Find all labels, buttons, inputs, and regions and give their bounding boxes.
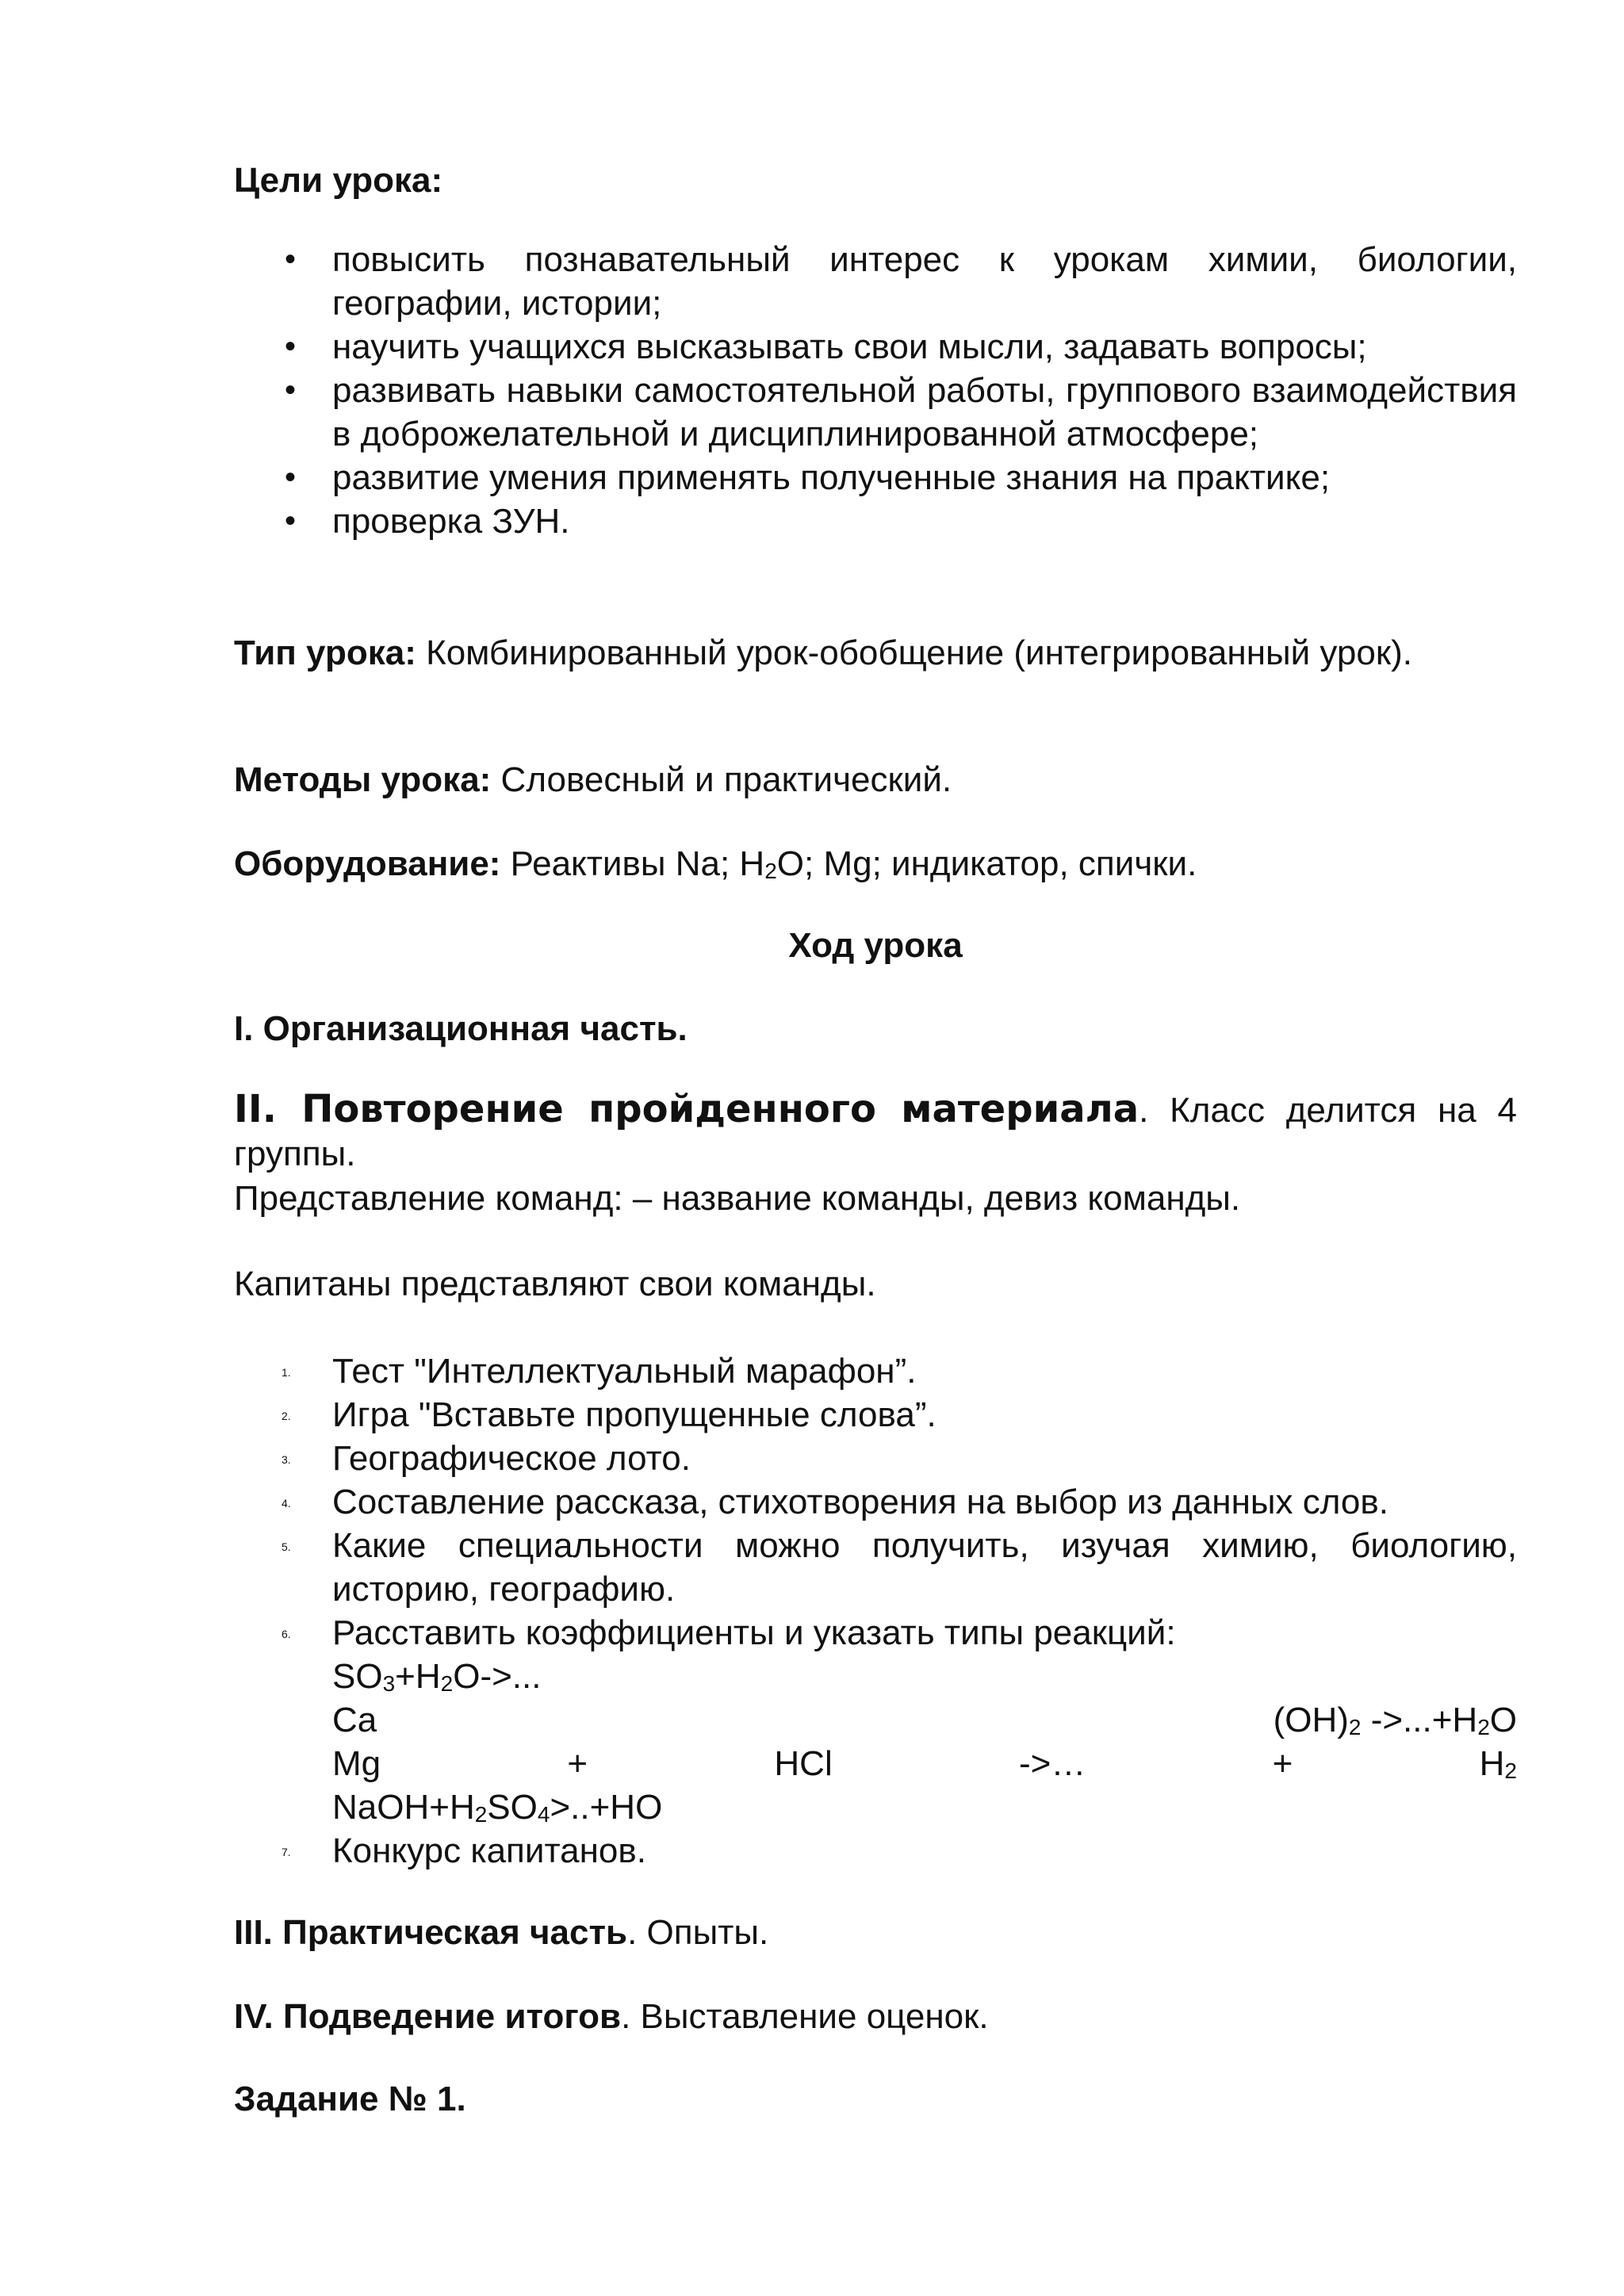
section-4: IV. Подведение итогов. Выставление оценок. xyxy=(234,1997,989,2036)
bullet-icon: • xyxy=(285,460,297,495)
goal-item: • развивать навыки самостоятельной работы, группового взаимодействия в доброжелательной и дисциплинированной атмосфере; xyxy=(234,369,1517,456)
section-2-heading: II. Повторение пройденного материала xyxy=(234,1087,1139,1131)
reaction-3: Mg + HCl ->… + $H_2$ xyxy=(332,1744,1517,1783)
section-2: II. Повторение пройденного материала. Класс делится на 4 группы. xyxy=(234,1087,1517,1173)
task-item: 7. Конкурс капитанов. xyxy=(282,1831,646,1870)
reaction-4: $NaOH+H_2SO_4>..+HO$ xyxy=(332,1788,663,1827)
section-1-heading: I. Организационная часть. xyxy=(234,1009,688,1048)
goal-item: • научить учащихся высказывать свои мысли, задавать вопросы; xyxy=(234,325,1517,369)
bullet-icon: • xyxy=(285,329,297,364)
goals-heading: Цели урока: xyxy=(234,161,443,200)
bullet-icon: • xyxy=(285,503,297,538)
goal-item: • развитие умения применять полученные знания на практике; xyxy=(234,456,1517,499)
course-title: Ход урока xyxy=(788,926,963,965)
reaction-2: Ca $(OH)_2$ $->...+H_2O$ xyxy=(332,1701,1517,1739)
teams-intro: Представление команд: – название команды, девиз команды. xyxy=(234,1179,1241,1218)
bullet-icon: • xyxy=(285,242,297,277)
task-item: 4. Составление рассказа, стихотворения на выбор из данных слов. xyxy=(282,1483,1388,1521)
tasks-list xyxy=(234,1349,1517,1873)
goal-item: • проверка ЗУН. xyxy=(234,499,1517,543)
bullet-icon: • xyxy=(285,373,297,408)
task-6-text: Расставить коэффициенты и указать типы реакций: xyxy=(332,1613,1176,1652)
task-item: 5. Какие специальности можно получить, изучая химию, биологию, историю, географию. xyxy=(282,1526,1517,1609)
task-item: 6. Расставить коэффициенты и указать типы реакций: $SO_3+H_2O->$... Ca $(OH)_2$ $->...+H_2O$ Mg + HCl ->… + $H_2$ $NaOH+H_2SO_4>..+HO$ xyxy=(234,1611,1517,1829)
goal-item: • повысить познавательный интерес к урокам химии, биологии, географии, истории; xyxy=(234,238,1517,325)
goals-list xyxy=(234,238,1517,543)
assignment-heading: Задание № 1. xyxy=(234,2080,466,2118)
captains-intro: Капитаны представляют свои команды. xyxy=(234,1265,876,1303)
reaction-1: $SO_3+H_2O->$... xyxy=(332,1657,542,1696)
lesson-equipment: Оборудование: Реактивы Na; $H_2O$; Mg; индикатор, спички. xyxy=(234,844,1197,883)
section-3: III. Практическая часть. Опыты. xyxy=(234,1913,769,1952)
task-item: 2. Игра "Вставьте пропущенные слова”. xyxy=(282,1395,936,1434)
task-item: 3. Географическое лото. xyxy=(282,1439,691,1478)
lesson-methods: Методы урока: Словесный и практический. xyxy=(234,760,952,799)
lesson-type: Тип урока: Комбинированный урок-обобщение (интегрированный урок). xyxy=(234,633,1412,672)
task-item: 1. Тест "Интеллектуальный марафон”. xyxy=(282,1352,917,1391)
